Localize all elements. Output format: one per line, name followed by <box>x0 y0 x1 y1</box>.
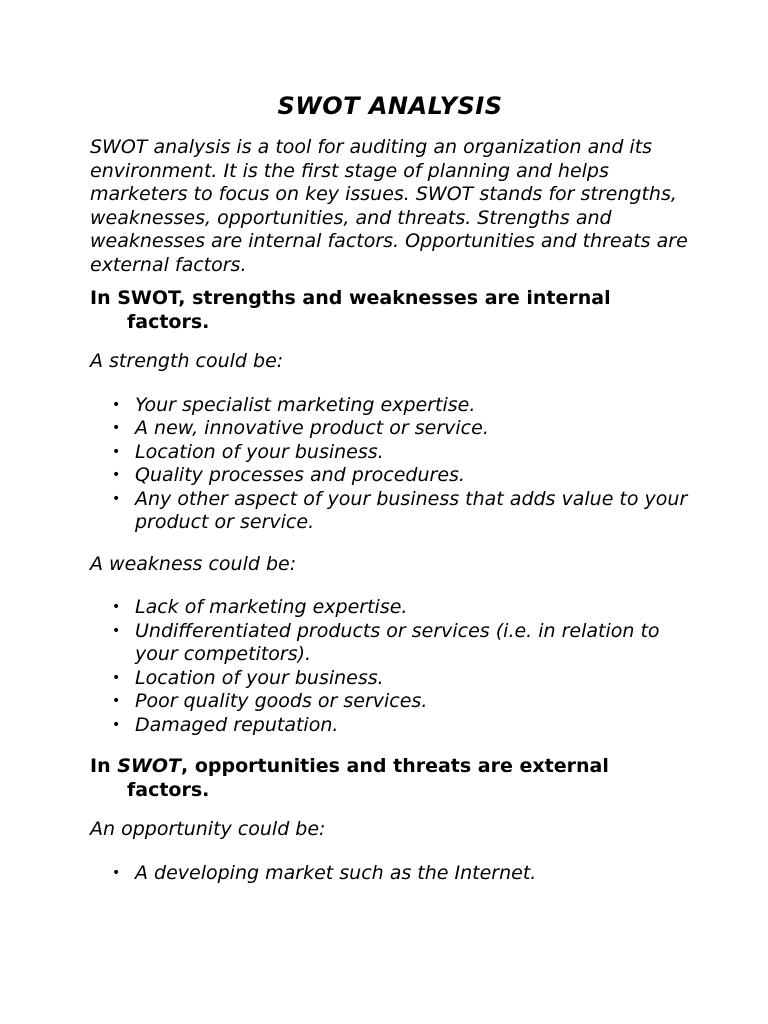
intro-paragraph: SWOT analysis is a tool for auditing an organization and its environment. It is the first stage of planning and helps marketers to focus on key issues. SWOT stands for strengths, weaknesses, opportunities, and threats. Strengths and weaknesses are internal factors. Opportunities and threats are external factors. <box>90 136 688 276</box>
weaknesses-list <box>90 596 690 737</box>
bullet-icon: • <box>112 396 121 413</box>
list-item <box>90 667 690 691</box>
list-item <box>90 464 690 488</box>
list-item-text: Your specialist marketing expertise. <box>135 393 476 416</box>
document-body <box>90 88 690 903</box>
opportunities-list <box>90 862 690 886</box>
heading-prefix: In <box>90 755 118 777</box>
bullet-icon: • <box>112 622 121 639</box>
list-item <box>90 620 690 667</box>
heading-rest: , opportunities and threats are external factors. <box>127 755 609 801</box>
list-item-text: Undifferentiated products or services (i.e. in relation to your competitors). <box>135 619 660 665</box>
list-item-text: Location of your business. <box>135 666 384 689</box>
bullet-icon: • <box>112 669 121 686</box>
list-item-text: Poor quality goods or services. <box>135 690 428 712</box>
bullet-icon: • <box>112 490 121 507</box>
list-item <box>90 596 690 620</box>
strength-lead: A strength could be: <box>90 350 284 372</box>
bullet-icon: • <box>112 716 121 733</box>
external-factors-heading <box>90 755 690 802</box>
list-item-text: Damaged reputation. <box>135 713 339 736</box>
bullet-icon: • <box>112 467 121 483</box>
list-item <box>90 690 690 714</box>
weakness-lead: A weakness could be: <box>90 552 297 575</box>
list-item-text: A developing market such as the Internet. <box>135 861 537 884</box>
bullet-icon: • <box>112 420 121 436</box>
list-item-text: Lack of marketing expertise. <box>135 596 408 618</box>
list-item-text: Quality processes and procedures. <box>135 464 465 486</box>
list-item <box>90 488 690 535</box>
opportunity-lead: An opportunity could be: <box>90 818 326 840</box>
bullet-icon: • <box>112 693 121 709</box>
list-item <box>90 862 690 886</box>
internal-factors-heading: In SWOT, strengths and weaknesses are internal factors. <box>90 287 611 333</box>
strengths-list <box>90 394 690 535</box>
bullet-icon: • <box>112 599 121 615</box>
list-item <box>90 394 690 418</box>
document-title: SWOT ANALYSIS <box>277 92 503 120</box>
list-item-text: Location of your business. <box>135 440 384 463</box>
list-item <box>90 714 690 738</box>
bullet-icon: • <box>112 864 121 881</box>
list-item-text: A new, innovative product or service. <box>135 417 489 439</box>
bullet-icon: • <box>112 443 121 460</box>
heading-emphasis: SWOT <box>117 755 181 777</box>
list-item <box>90 441 690 465</box>
list-item-text: Any other aspect of your business that adds value to your product or service. <box>135 487 688 533</box>
list-item <box>90 417 690 441</box>
